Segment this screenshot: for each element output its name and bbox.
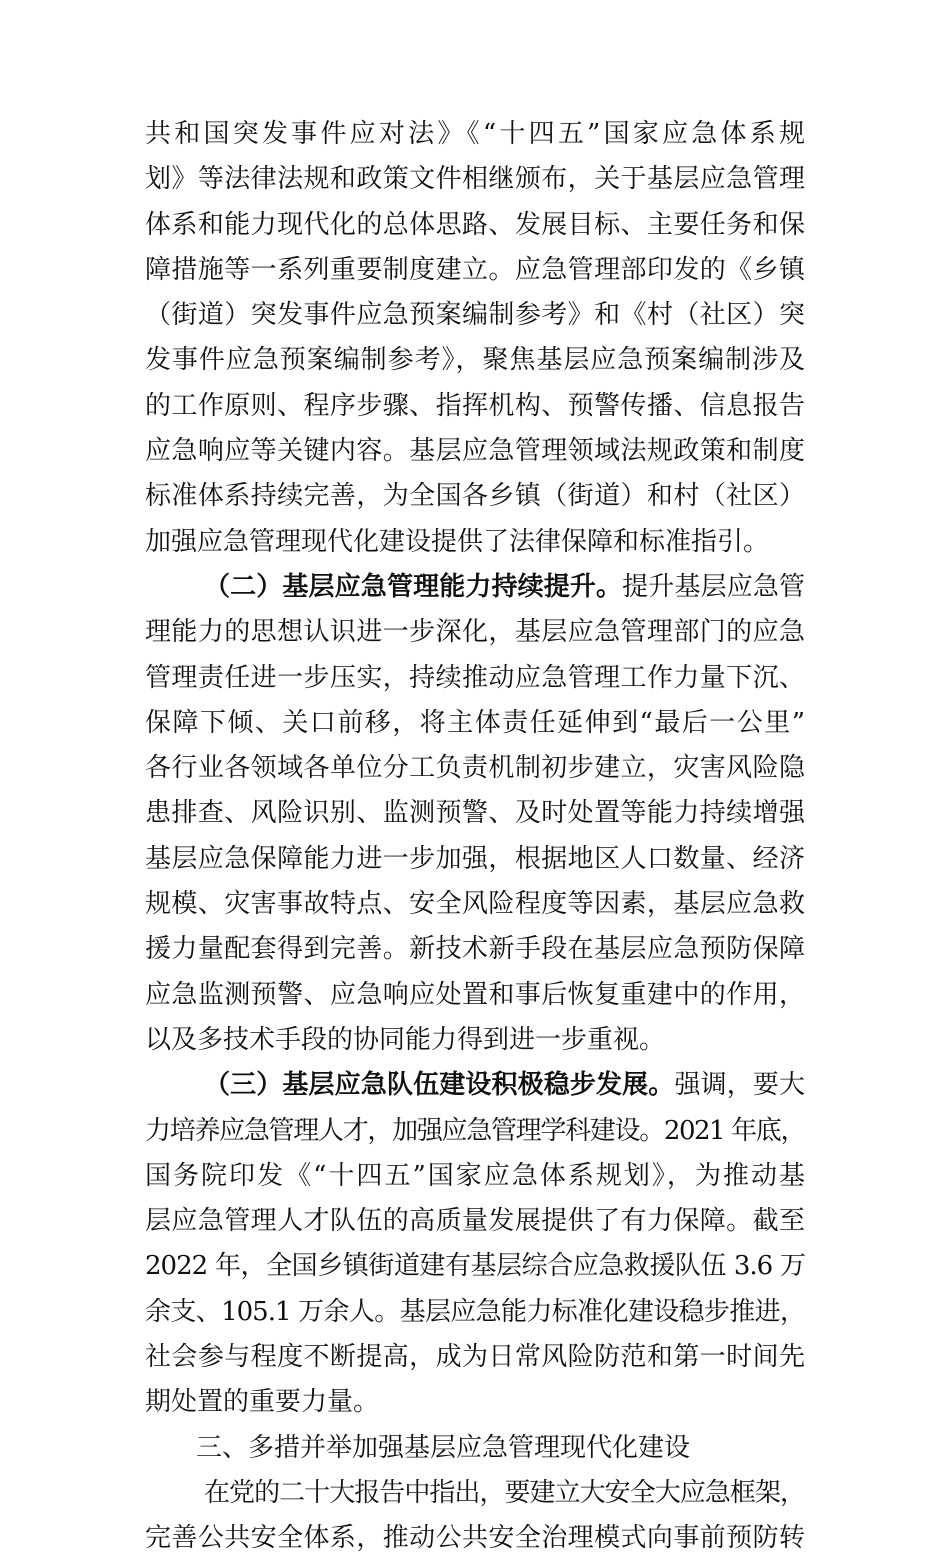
body-line: 以及多技术手段的协同能力得到进一步重视。 [145,1024,666,1055]
body-line: 层应急管理人才队伍的高质量发展提供了有力保障。截至 [145,1206,805,1237]
body-line: 2022 年，全国乡镇街道建有基层综合应急救援队伍 3.6 万 [145,1251,805,1282]
body-line: 援力量配套得到完善。新技术新手段在基层应急预防保障 [145,934,805,965]
body-line: 共和国突发事件应对法》《“十四五”国家应急体系规 [145,119,805,149]
body-line: 划》等法律法规和政策文件相继颁布，关于基层应急管理 [145,164,805,195]
body-line: 管理责任进一步压实，持续推动应急管理工作力量下沉、 [145,662,805,693]
body-line: 国务院印发《“十四五”国家应急体系规划》，为推动基 [145,1160,805,1191]
body-line: 在党的二十大报告中指出，要建立大安全大应急框架， [204,1477,805,1508]
body-line: 加强应急管理现代化建设提供了法律保障和标准指引。 [145,526,770,557]
body-line: 社会参与程度不断提高，成为日常风险防范和第一时间先 [145,1342,805,1373]
body-line: 完善公共安全体系，推动公共安全治理模式向事前预防转 [145,1523,805,1554]
section-3-first-line [145,1063,805,1108]
body-line: 应急监测预警、应急响应处置和事后恢复重建中的作用， [145,979,805,1010]
body-line: 余支、105.1 万余人。基层应急能力标准化建设稳步推进， [145,1296,805,1327]
body-line: 基层应急保障能力进一步加强，根据地区人口数量、经济 [145,843,805,874]
body-line: 障措施等一系列重要制度建立。应急管理部印发的《乡镇 [145,254,805,285]
body-line: 发事件应急预案编制参考》，聚焦基层应急预案编制涉及 [145,345,805,376]
body-line: 规模、灾害事故特点、安全风险程度等因素，基层应急救 [145,889,805,920]
body-line: 体系和能力现代化的总体思路、发展目标、主要任务和保 [145,209,805,240]
section-2-first-line [145,565,805,610]
body-line: （街道）突发事件应急预案编制参考》和《村（社区）突 [145,300,805,331]
body-line: 应急响应等关键内容。基层应急管理领域法规政策和制度 [145,436,805,467]
chapter-heading: 三、多措并举加强基层应急管理现代化建设 [196,1432,691,1463]
section-3-text: 强调，要大 [674,1070,805,1101]
body-line: 各行业各领域各单位分工负责机制初步建立，灾害风险隐 [145,753,805,784]
body-line: 期处置的重要力量。 [145,1387,380,1418]
body-line: 的工作原则、程序步骤、指挥机构、预警传播、信息报告 [145,390,805,421]
section-2-text: 提升基层应急管 [622,571,805,602]
body-line: 标准体系持续完善，为全国各乡镇（街道）和村（社区） [145,481,805,512]
body-line: 理能力的思想认识进一步深化，基层应急管理部门的应急 [145,617,805,648]
document-body [145,112,805,1562]
body-line: 患排查、风险识别、监测预警、及时处置等能力持续增强 [145,798,805,829]
section-3-title: （三）基层应急队伍建设积极稳步发展。 [204,1070,675,1101]
body-line: 力培养应急管理人才，加强应急管理学科建设。2021 年底， [145,1115,805,1146]
body-line: 保障下倾、关口前移，将主体责任延伸到“最后一公里” [145,707,805,738]
section-2-title: （二）基层应急管理能力持续提升。 [204,571,623,602]
